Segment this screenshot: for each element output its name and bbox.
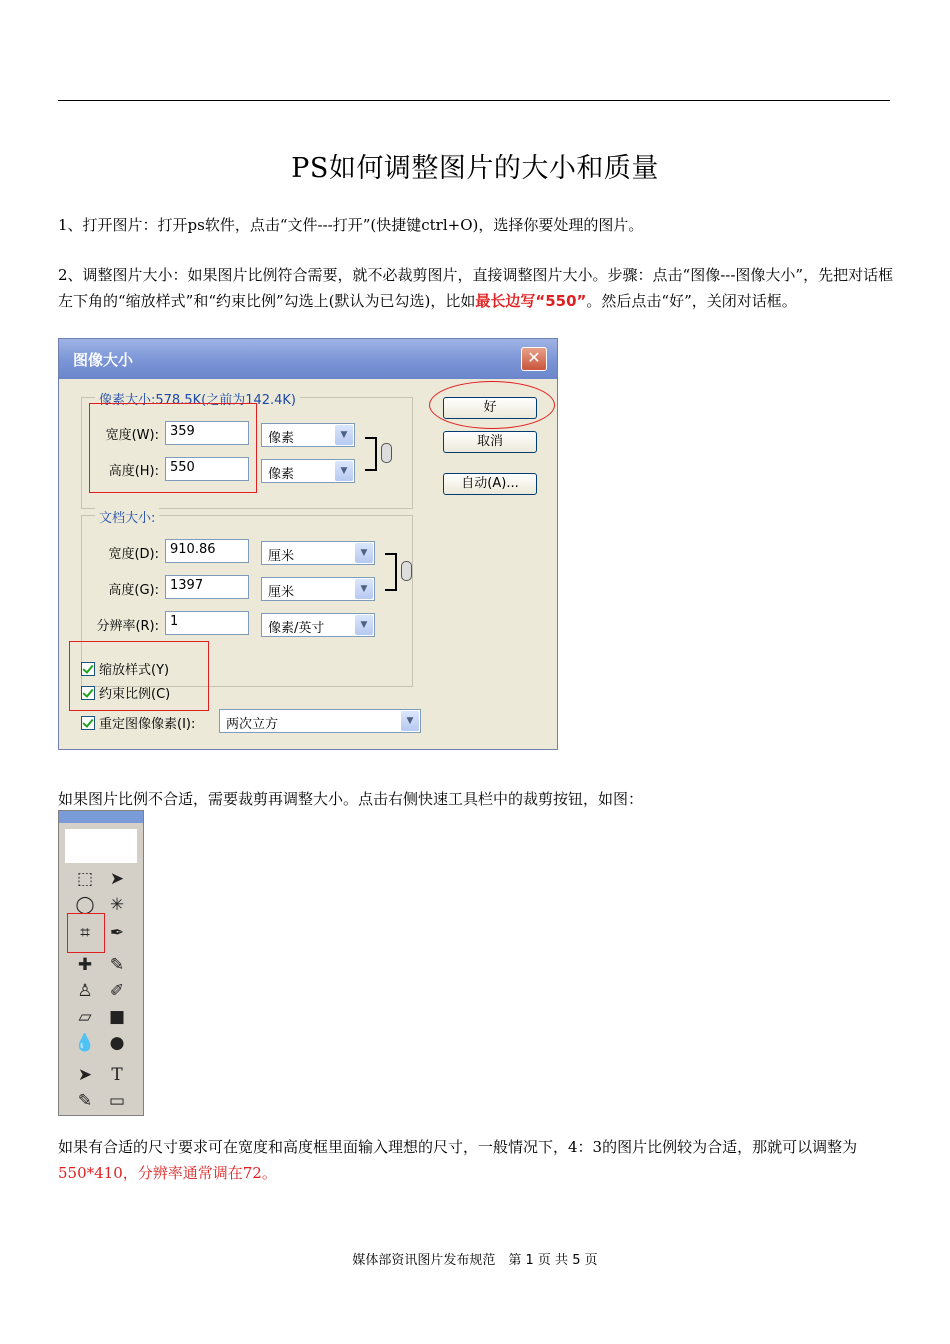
- cancel-button[interactable]: 取消: [443, 431, 537, 453]
- step-2-highlight: 最长边写“550”: [475, 292, 587, 310]
- resolution-input[interactable]: 1: [165, 611, 249, 635]
- annotation-box-checkboxes: [69, 641, 209, 711]
- blur-tool-icon[interactable]: 💧: [74, 1033, 96, 1053]
- doc-width-unit-select[interactable]: [261, 541, 375, 565]
- header-rule: [58, 100, 890, 101]
- step-2-text: 2、调整图片大小：如果图片比例符合需要，就不必裁剪图片，直接调整图片大小。步骤：点击“图像---图像大小”，先把对话框左下角的“缩放样式”和“约束比例”勾选上(默认为已勾选)，比如: [58, 266, 894, 310]
- document-size-legend: 文档大小:: [95, 507, 159, 526]
- resample-method-select[interactable]: [219, 709, 421, 733]
- constrain-label: 约束比例(C): [99, 687, 171, 702]
- photoshop-toolbox: [58, 810, 144, 1116]
- resolution-unit-select[interactable]: [261, 613, 375, 637]
- width-unit-select[interactable]: [261, 423, 355, 447]
- toolbox-titlebar: [59, 811, 143, 823]
- slice-tool-icon[interactable]: ✒: [109, 923, 125, 943]
- size-suggestion-text: 如果有合适的尺寸要求可在宽度和高度框里面输入理想的尺寸，一般情况下，4：3的图片比例较为合适，那就可以调整为: [58, 1138, 858, 1156]
- path-selection-tool-icon[interactable]: ➤: [77, 1065, 93, 1085]
- marquee-tool-icon[interactable]: ⬚: [76, 869, 94, 889]
- image-size-dialog: [58, 338, 558, 750]
- width-label: 宽度(W):: [105, 428, 159, 443]
- resample-method-value: 两次立方: [226, 717, 279, 732]
- resample-checkbox[interactable]: [81, 713, 195, 732]
- pixel-dimensions-legend: 像素大小:578.5K(之前为142.4K): [95, 389, 300, 408]
- magic-wand-tool-icon[interactable]: ✳: [109, 895, 125, 915]
- lasso-tool-icon[interactable]: ◯: [75, 895, 95, 915]
- ok-button[interactable]: 好: [443, 397, 537, 419]
- crop-paragraph: 如果图片比例不合适，需要裁剪再调整大小。点击右侧快速工具栏中的裁剪按钮，如图：: [58, 790, 644, 808]
- annotation-box-crop: [67, 913, 105, 953]
- annotation-box-dimensions: [89, 403, 257, 493]
- page-title: PS如何调整图片的大小和质量: [291, 153, 659, 184]
- size-suggestion-highlight: 550*410，分辨率通常调在72。: [58, 1164, 277, 1182]
- doc-height-input[interactable]: 1397: [165, 575, 249, 599]
- dialog-title: 图像大小: [73, 351, 134, 369]
- doc-width-input[interactable]: 910.86: [165, 539, 249, 563]
- type-tool-icon[interactable]: T: [111, 1065, 123, 1085]
- doc-height-label: 高度(G):: [108, 583, 159, 598]
- step-2-paragraph: [58, 262, 898, 314]
- size-suggestion-paragraph: [58, 1134, 898, 1186]
- dialog-titlebar: [59, 339, 557, 379]
- healing-brush-tool-icon[interactable]: ✚: [77, 955, 93, 975]
- height-unit-select[interactable]: [261, 459, 355, 483]
- chevron-down-icon: ▼: [355, 579, 373, 599]
- move-tool-icon[interactable]: ➤: [109, 869, 125, 889]
- step-1-paragraph: 1、打开图片：打开ps软件，点击“文件---打开”(快捷键ctrl+O)，选择你要处理的图片。: [58, 216, 644, 234]
- step-2-text-after: 。然后点击“好”，关闭对话框。: [586, 292, 797, 310]
- scale-styles-label: 缩放样式(Y): [99, 663, 170, 678]
- history-brush-tool-icon[interactable]: ✐: [109, 981, 125, 1001]
- doc-height-unit-value: 厘米: [268, 585, 295, 600]
- eraser-tool-icon[interactable]: ▱: [78, 1007, 92, 1027]
- dodge-tool-icon[interactable]: ●: [109, 1033, 125, 1053]
- checkmark-icon: [81, 716, 95, 730]
- chevron-down-icon: ▼: [335, 425, 353, 445]
- height-label: 高度(H):: [108, 464, 159, 479]
- dialog-body: [67, 379, 549, 741]
- height-unit-value: 像素: [268, 467, 295, 482]
- width-input[interactable]: 359: [165, 421, 249, 445]
- chain-link-icon: [381, 443, 392, 463]
- chevron-down-icon: ▼: [335, 461, 353, 481]
- brush-tool-icon[interactable]: ✎: [109, 955, 125, 975]
- constrain-bracket: [365, 437, 377, 471]
- chevron-down-icon: ▼: [355, 543, 373, 563]
- height-input[interactable]: 550: [165, 457, 249, 481]
- annotation-oval-ok: [429, 381, 555, 429]
- doc-width-unit-value: 厘米: [268, 549, 295, 564]
- close-icon[interactable]: ✕: [521, 347, 547, 371]
- pen-tool-icon[interactable]: ✎: [77, 1091, 93, 1111]
- resample-label: 重定图像像素(I):: [99, 717, 196, 732]
- feather-logo-icon: [65, 829, 137, 863]
- page-footer: 媒体部资讯图片发布规范 第 1 页 共 5 页: [352, 1253, 598, 1268]
- crop-tool-icon[interactable]: ⌗: [80, 923, 90, 943]
- clone-stamp-tool-icon[interactable]: ♙: [77, 981, 93, 1001]
- resolution-label: 分辨率(R):: [96, 619, 159, 634]
- shape-tool-icon[interactable]: ▭: [108, 1091, 126, 1111]
- chevron-down-icon: ▼: [355, 615, 373, 635]
- width-unit-value: 像素: [268, 431, 295, 446]
- chevron-down-icon: ▼: [401, 711, 419, 731]
- doc-constrain-bracket: [385, 553, 397, 591]
- auto-button[interactable]: 自动(A)...: [443, 473, 537, 495]
- resolution-unit-value: 像素/英寸: [268, 621, 325, 636]
- gradient-tool-icon[interactable]: ■: [108, 1007, 126, 1027]
- doc-width-label: 宽度(D):: [108, 547, 159, 562]
- doc-height-unit-select[interactable]: [261, 577, 375, 601]
- chain-link-icon: [401, 561, 412, 581]
